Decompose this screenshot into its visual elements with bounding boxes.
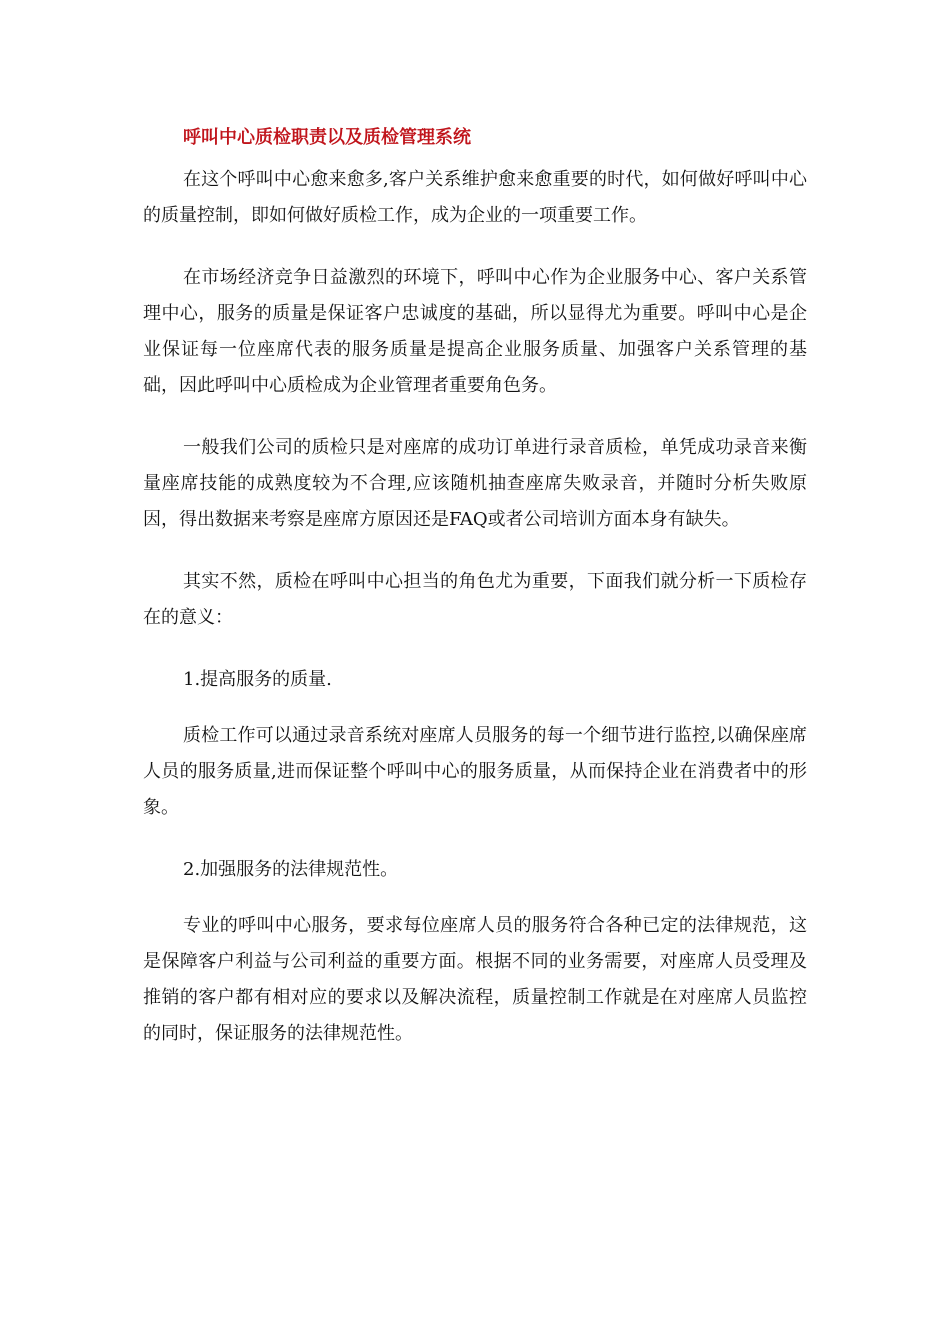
section-heading-legal-compliance: 2.加强服务的法律规范性。	[183, 859, 399, 880]
document-title: 呼叫中心质检职责以及质检管理系统	[183, 127, 471, 148]
paragraph-legal-compliance: 专业的呼叫中心服务，要求每位座席人员的服务符合各种已定的法律规范，这是保障客户利益与公司利益的重要方面。根据不同的业务需要，对座席人员受理及推销的客户都有相对应的要求以及解决流程，质量控制工作就是在对座席人员监控的同时，保证服务的法律规范性。	[143, 915, 807, 1044]
document-body	[143, 122, 807, 1078]
paragraph-intro: 在这个呼叫中心愈来愈多,客户关系维护愈来愈重要的时代，如何做好呼叫中心的质量控制，即如何做好质检工作，成为企业的一项重要工作。	[143, 169, 807, 226]
paragraph-service-quality: 质检工作可以通过录音系统对座席人员服务的每一个细节进行监控,以确保座席人员的服务质量,进而保证整个呼叫中心的服务质量，从而保持企业在消费者中的形象。	[143, 725, 807, 818]
paragraph-market-environment: 在市场经济竞争日益激烈的环境下，呼叫中心作为企业服务中心、客户关系管理中心，服务的质量是保证客户忠诚度的基础，所以显得尤为重要。呼叫中心是企业保证每一位座席代表的服务质量是提高企业服务质量、加强客户关系管理的基础，因此呼叫中心质检成为企业管理者重要角色务。	[143, 267, 807, 396]
section-heading-service-quality: 1.提高服务的质量.	[183, 669, 332, 690]
paragraph-current-practice: 一般我们公司的质检只是对座席的成功订单进行录音质检，单凭成功录音来衡量座席技能的成熟度较为不合理,应该随机抽查座席失败录音，并随时分析失败原因，得出数据来考察是座席方原因还是FAQ或者公司培训方面本身有缺失。	[143, 437, 807, 530]
paragraph-significance-intro: 其实不然，质检在呼叫中心担当的角色尤为重要，下面我们就分析一下质检存在的意义：	[143, 571, 807, 628]
